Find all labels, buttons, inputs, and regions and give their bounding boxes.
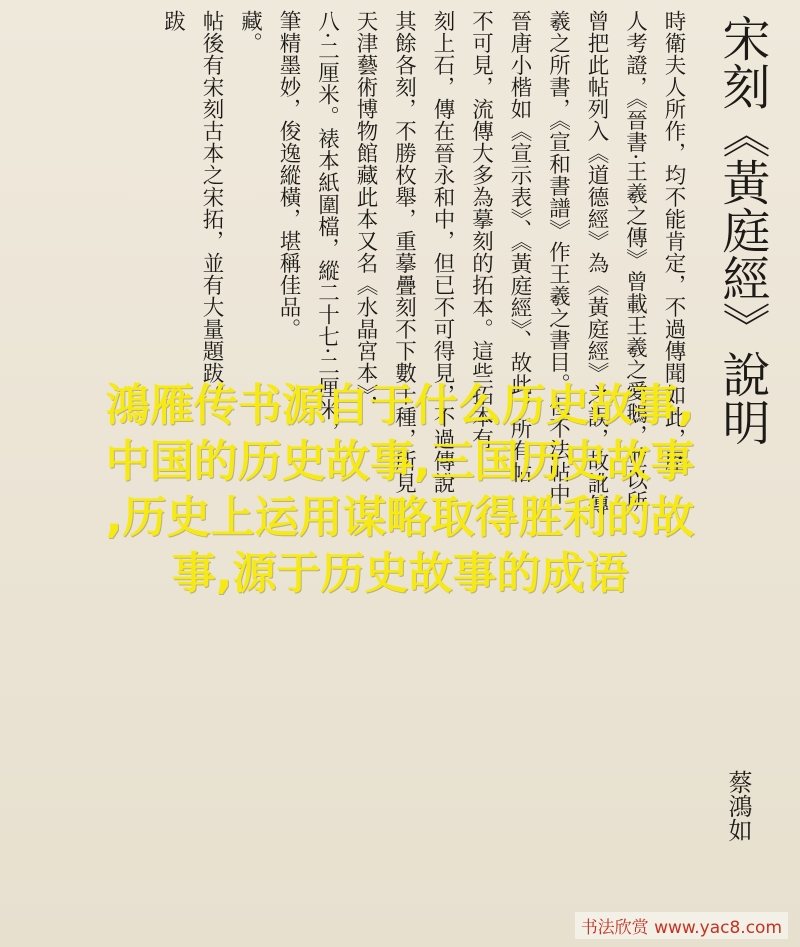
- text-column: 曾把此帖列入《道德經》為《黃庭經》之誤，故訛傳: [584, 10, 609, 516]
- overlay-line: 中国的历史故事,三国历史故事: [105, 436, 695, 487]
- text-column: 帖後有宋刻古本之宋拓，並有大量題跋。: [199, 10, 224, 406]
- text-column: 時衛夫人所作，均不能肯定，不過傳聞如此，歷: [661, 10, 686, 472]
- overlay-line: 事,源于历史故事的成语: [171, 548, 629, 599]
- overlay-caption: [0, 378, 800, 602]
- text-column: 跋: [160, 10, 186, 32]
- text-column: 其餘各刻，不勝枚舉，重摹疊刻不下數十種，所見: [391, 10, 417, 494]
- author-signature: 蔡鴻如: [724, 770, 752, 842]
- text-column: 人考證，《晉書·王羲之傳》曾載王羲之愛鵝，並以所: [622, 10, 648, 513]
- text-column: 筆精墨妙，俊逸縱橫，堪稱佳品。: [276, 10, 301, 340]
- text-column: 羲之所書，《宣和書譜》作王羲之書目。但不法帖中: [545, 10, 571, 506]
- text-column: 八·二厘米。裱本紙圍檔，縱二十七·二厘米，: [314, 10, 340, 443]
- overlay-line: 鴻雁传书源自于什么历史故事,: [105, 380, 695, 431]
- text-column: 刻上石，傳在晉永和中，但已不可得見，不過傳說: [430, 10, 455, 494]
- text-column: 藏。: [237, 10, 263, 54]
- page-title: 宋刻《黃庭經》說明: [714, 14, 770, 446]
- overlay-line: ,历史上运用谋略取得胜利的故: [105, 492, 695, 543]
- text-column: 不可見，流傳大多為摹刻的拓本。這些拓本有: [468, 10, 494, 450]
- site-watermark: 书法欣赏 www.yac8.com: [575, 912, 788, 939]
- text-column: 晉唐小楷如《宣示表》、《黃庭經》、故此，所有帖: [507, 10, 532, 484]
- text-column: 天津藝術博物館藏此本又名《水晶宮本》，: [353, 10, 378, 418]
